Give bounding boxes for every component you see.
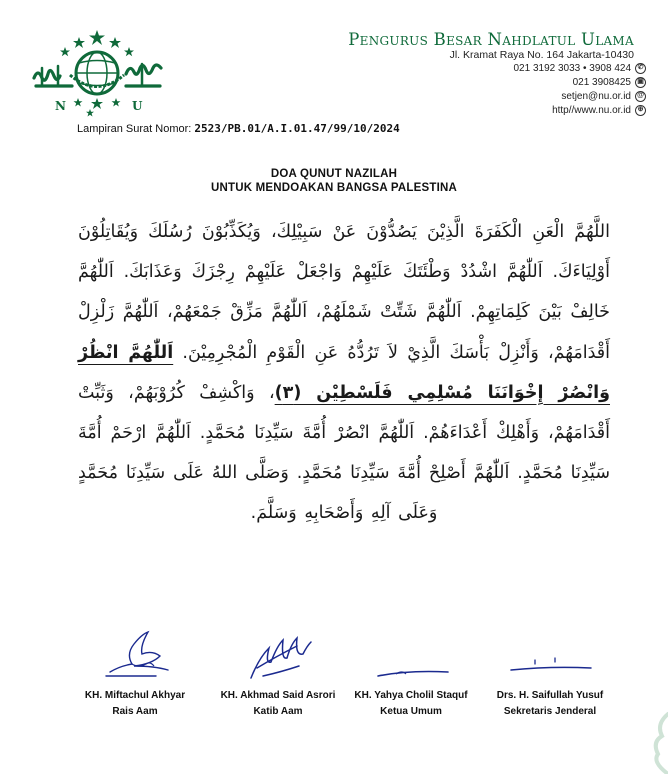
fax-icon: ▣ <box>635 77 646 88</box>
email-icon: @ <box>635 91 646 102</box>
prayer-highlight: اَللّٰهُمَّ انْظُرْ وَانْصُرْ إِخْوَانَنَا مُسْلِمِي فَلَسْطِيْن (٣) <box>78 342 610 403</box>
contact-email-text[interactable]: setjen@nu.or.id <box>561 90 631 102</box>
signatory-3-role: Ketua Umum <box>380 706 442 717</box>
signatory-2 <box>203 620 353 717</box>
signatory-4-name: Drs. H. Saifullah Yusuf <box>496 690 604 701</box>
signature-2-image <box>223 620 333 686</box>
contact-phone <box>386 61 646 75</box>
contact-fax-text: 021 3908425 <box>572 76 631 88</box>
org-name: Pengurus Besar Nahdlatul Ulama <box>348 30 634 49</box>
prayer-part-1: اللَّهُمَّ الْعَنِ الْكَفَرَةَ الَّذِيْنَ يَصُدُّوْنَ عَنْ سَبِيْلِكَ، وَيُكَذِّبُوْنَ رُسُلَكَ وَيُقَاتِلُوْنَ أَوْلِيَاءَكَ. اَللّٰهُمَّ اشْدُدْ وَطْئَتَكَ عَلَيْهِمْ وَاجْعَلْ عَلَيْهِمْ رِجْزَكَ وَعَذَابَكَ. اَللّٰهُمَّ خَالِفْ بَيْنَ كَلِمَاتِهِمْ. اَللّٰهُمَّ شَتِّتْ شَمْلَهُمْ، اَللّٰهُمَّ مَزِّقْ جَمْعَهُمْ، اَللّٰهُمَّ زَلْزِلْ أَقْدَامَهُمْ، وَأَنْزِلْ بَأْسَكَ الَّذِيْ لاَ تَرُدُّهُ عَنِ الْقَوْمِ الْمُجْرِمِيْنَ. <box>78 222 610 363</box>
signatory-2-name: KH. Akhmad Said Asrori <box>220 690 336 701</box>
signatory-3-name: KH. Yahya Cholil Staquf <box>354 690 468 701</box>
whatsapp-icon: ✆ <box>635 63 646 74</box>
contact-phone-text: 021 3192 3033 • 3908 424 <box>513 62 631 74</box>
signatory-1 <box>60 620 210 717</box>
org-address: Jl. Kramat Raya No. 164 Jakarta-10430 <box>449 49 634 61</box>
signatory-1-role: Rais Aam <box>112 706 158 717</box>
lampiran-line <box>77 122 400 135</box>
signature-block <box>40 620 630 740</box>
signature-3-image <box>356 620 466 686</box>
logo-letter-n: N <box>55 99 66 113</box>
prayer-part-2: ، وَاكْشِفْ كُرُوْبَهُمْ، وَثَبِّتْ أَقْدَامَهُمْ، وَأَهْلِكْ أَعْدَاءَهُمْ. اَللّٰهُمَّ انْصُرْ أُمَّةَ سَيِّدِنَا مُحَمَّدٍ. اَللّٰهُمَّ ارْحَمْ أُمَّةَ سَيِّدِنَا مُحَمَّدٍ. اَللّٰهُمَّ أَصْلِحْ أُمَّةَ سَيِّدِنَا مُحَمَّدٍ. وَصَلَّى اللهُ عَلَى سَيِّدِنَا مُحَمَّدٍ وَعَلَى آلِهِ وَأَصْحَابِهِ وَسَلَّمَ. <box>78 382 610 524</box>
nu-logo <box>30 28 165 123</box>
document-title: DOA QUNUT NAZILAH <box>270 168 398 180</box>
lampiran-number: 2523/PB.01/A.I.01.47/99/10/2024 <box>194 122 400 135</box>
contact-email <box>386 89 646 103</box>
contact-website <box>386 103 646 117</box>
signatory-1-name: KH. Miftachul Akhyar <box>84 690 186 701</box>
contact-fax <box>386 75 646 89</box>
globe-icon: ⊕ <box>635 105 646 116</box>
logo-letter-u: U <box>132 99 143 113</box>
contact-list <box>386 61 646 117</box>
lampiran-label: Lampiran Surat Nomor: <box>77 123 192 135</box>
signatory-2-role: Katib Aam <box>253 706 303 717</box>
qunut-prayer-text <box>78 212 610 534</box>
contact-website-text[interactable]: http//www.nu.or.id <box>552 104 631 116</box>
document-subtitle: UNTUK MENDOAKAN BANGSA PALESTINA <box>211 182 457 194</box>
signatory-4-role: Sekretaris Jenderal <box>503 706 597 717</box>
signature-1-image <box>80 620 190 686</box>
signatory-3 <box>336 620 486 717</box>
signature-4-image <box>495 620 605 686</box>
corner-watermark <box>646 704 668 774</box>
signatory-4 <box>475 620 625 717</box>
